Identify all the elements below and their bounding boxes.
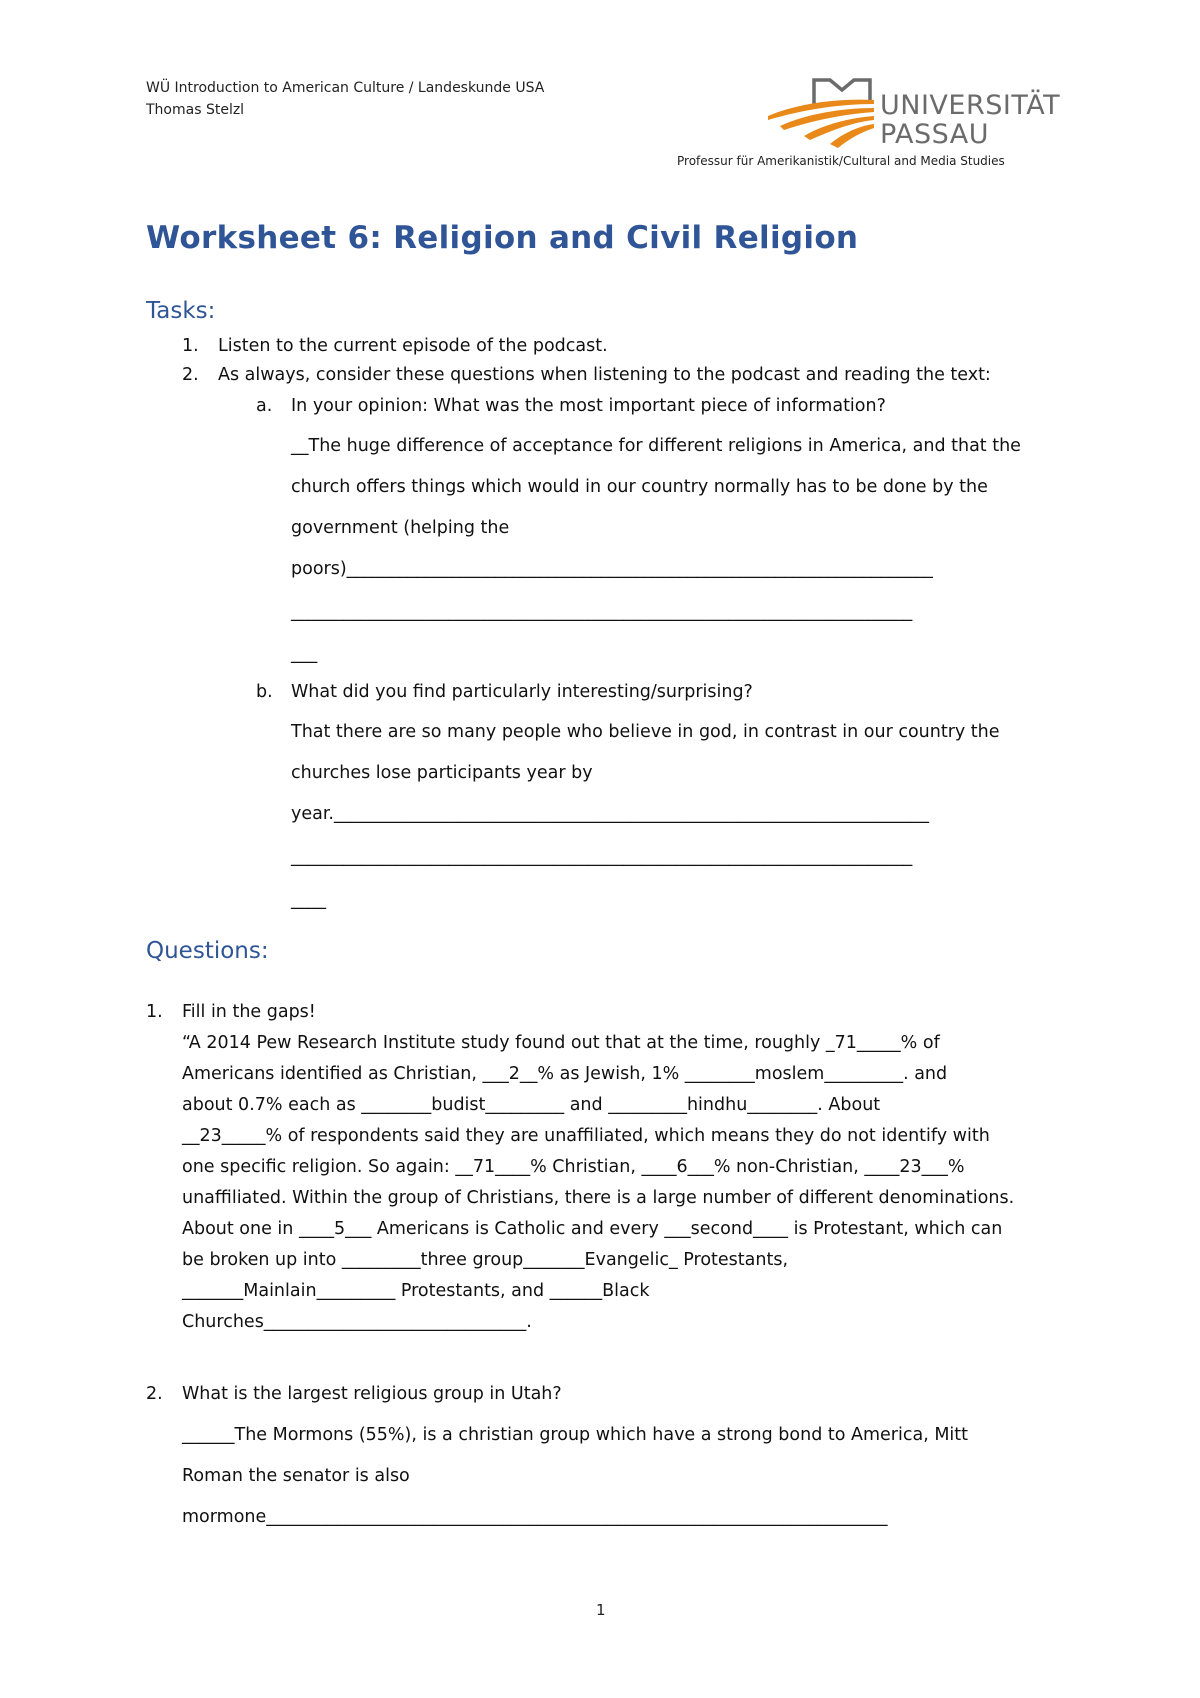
course-title: WÜ Introduction to American Culture / Landeskunde USA bbox=[146, 80, 545, 96]
answer-line: _______________________________________________________________________ bbox=[291, 602, 913, 622]
question-number: 2. bbox=[146, 1384, 163, 1404]
gap-text-line: be broken up into _________three group_______Evangelic_ Protestants, bbox=[182, 1250, 789, 1270]
gap-text-line: About one in ____5___ Americans is Catholic and every ___second____ is Protestant, which can bbox=[182, 1219, 1003, 1239]
subtask-question: In your opinion: What was the most important piece of information? bbox=[291, 396, 886, 416]
subtask-letter: a. bbox=[256, 396, 273, 416]
answer-line: ____ bbox=[291, 890, 326, 910]
questions-heading: Questions: bbox=[146, 938, 269, 964]
logo-text-passau: PASSAU bbox=[880, 119, 990, 150]
answer-line: mormone_______________________________________________________________________ bbox=[182, 1507, 888, 1527]
answer-line: government (helping the bbox=[291, 518, 510, 538]
gap-text-line: one specific religion. So again: __71____% Christian, ____6___% non-Christian, ____23___% bbox=[182, 1157, 965, 1177]
gap-text-line: __23_____% of respondents said they are unaffiliated, which means they do not identify with bbox=[182, 1126, 990, 1146]
subtask-question: What did you find particularly interesting/surprising? bbox=[291, 682, 753, 702]
task-text: As always, consider these questions when listening to the podcast and reading the text: bbox=[218, 365, 991, 385]
page-number: 1 bbox=[596, 1601, 606, 1619]
answer-line: churches lose participants year by bbox=[291, 763, 593, 783]
gap-text-line: “A 2014 Pew Research Institute study found out that at the time, roughly _71_____% of bbox=[182, 1033, 940, 1053]
gap-text-line: Churches______________________________. bbox=[182, 1312, 532, 1332]
question-number: 1. bbox=[146, 1002, 163, 1022]
page-title: Worksheet 6: Religion and Civil Religion bbox=[146, 220, 859, 256]
answer-line: Roman the senator is also bbox=[182, 1466, 410, 1486]
answer-line: That there are so many people who believe in god, in contrast in our country the bbox=[291, 722, 1000, 742]
gap-text-line: _______Mainlain_________ Protestants, and ______Black bbox=[182, 1281, 650, 1301]
answer-line: _______________________________________________________________________ bbox=[291, 847, 913, 867]
author-name: Thomas Stelzl bbox=[146, 102, 245, 118]
gap-text-line: unaffiliated. Within the group of Christians, there is a large number of different denominations. bbox=[182, 1188, 1015, 1208]
answer-line: church offers things which would in our country normally has to be done by the bbox=[291, 477, 988, 497]
answer-line: year.____________________________________________________________________ bbox=[291, 804, 929, 824]
task-number: 2. bbox=[182, 365, 199, 385]
answer-line: ___ bbox=[291, 644, 318, 664]
gap-text-line: Americans identified as Christian, ___2__% as Jewish, 1% ________moslem_________. and bbox=[182, 1064, 948, 1084]
gap-text-line: about 0.7% each as ________budist_________ and _________hindhu________. About bbox=[182, 1095, 881, 1115]
question-prompt: Fill in the gaps! bbox=[182, 1002, 316, 1022]
logo-text-universitaet: UNIVERSITÄT bbox=[880, 90, 1061, 121]
subtask-letter: b. bbox=[256, 682, 273, 702]
tasks-heading: Tasks: bbox=[146, 298, 216, 324]
professorship-line: Professur für Amerikanistik/Cultural and Media Studies bbox=[677, 154, 1005, 168]
task-number: 1. bbox=[182, 336, 199, 356]
answer-line: __The huge difference of acceptance for different religions in America, and that the bbox=[291, 436, 1021, 456]
question-prompt: What is the largest religious group in Utah? bbox=[182, 1384, 562, 1404]
answer-line: ______The Mormons (55%), is a christian group which have a strong bond to America, Mitt bbox=[182, 1425, 969, 1445]
task-text: Listen to the current episode of the podcast. bbox=[218, 336, 608, 356]
answer-line: poors)___________________________________________________________________ bbox=[291, 559, 933, 579]
